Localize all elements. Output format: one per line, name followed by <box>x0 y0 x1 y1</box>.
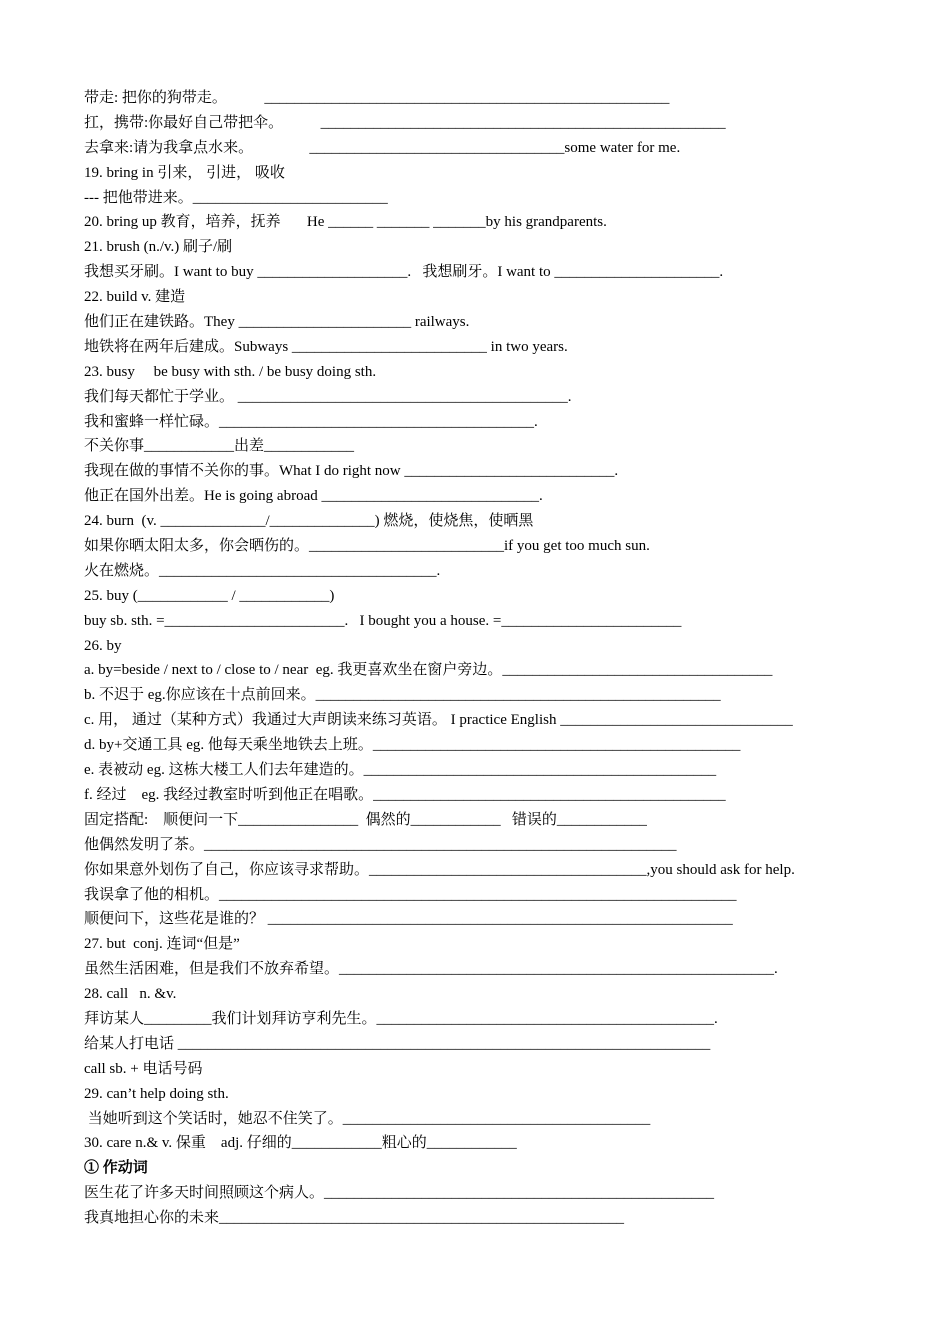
text-line: 医生花了许多天时间照顾这个病人。____________________________________________________ <box>84 1185 715 1202</box>
text-line: 我们每天都忙于学业。 ____________________________________________. <box>84 388 572 405</box>
text-line: 拜访某人_________我们计划拜访亨利先生。_____________________________________________. <box>84 1010 718 1027</box>
text-line: b. 不迟于 eg.你应该在十点前回来。______________________________________________________ <box>84 687 721 704</box>
text-line: 他正在国外出差。He is going abroad _____________________________. <box>84 488 543 505</box>
text-line: 扛，携带:你最好自己带把伞。 ______________________________________________________ <box>84 114 726 131</box>
text-line: e. 表被动 eg. 这栋大楼工人们去年建造的。_______________________________________________ <box>84 762 717 779</box>
item-heading: 21. brush (n./v.) 刷子/刷 <box>84 239 233 256</box>
text-line: 我真地担心你的未来______________________________________________________ <box>84 1210 625 1227</box>
text-line: 他偶然发明了茶。_______________________________________________________________ <box>84 836 677 853</box>
text-line: a. by=beside / next to / close to / near eg. 我更喜欢坐在窗户旁边。____________________________________ <box>84 662 773 679</box>
text-line: f. 经过 eg. 我经过教室时听到他正在唱歌。_______________________________________________ <box>84 786 726 803</box>
text-line: 虽然生活困难，但是我们不放弃希望。__________________________________________________________. <box>84 961 778 978</box>
text-line: 顺便问下，这些花是谁的？ ______________________________________________________________ <box>84 911 733 928</box>
item-heading: 23. busy be busy with sth. / be busy doing sth. <box>84 363 377 380</box>
text-line: c. 用， 通过（某种方式）我通过大声朗读来练习英语。 I practice English _______________________________ <box>84 712 793 729</box>
text-line: 固定搭配: 顺便问一下________________ 偶然的____________ 错误的____________ <box>84 811 647 828</box>
subheading: ① 作动词 <box>84 1160 148 1177</box>
text-line: 他们正在建铁路。They _______________________ railways. <box>84 314 470 331</box>
text-line: 去拿来:请为我拿点水来。 __________________________________some water for me. <box>84 139 681 156</box>
item-heading: 29. can’t help doing sth. <box>84 1085 229 1102</box>
text-line: 如果你晒太阳太多，你会晒伤的。__________________________if you get too much sun. <box>84 538 650 555</box>
item-heading: 26. by <box>84 637 122 654</box>
text-line: 你如果意外划伤了自己，你应该寻求帮助。_____________________________________,you should ask for help. <box>84 861 795 878</box>
item-heading: 25. buy (____________ / ____________) <box>84 587 335 604</box>
text-line: 当她听到这个笑话时，她忍不住笑了。_________________________________________ <box>84 1110 651 1127</box>
text-line: 地铁将在两年后建成。Subways __________________________ in two years. <box>84 338 568 355</box>
item-heading: 30. care n.& v. 保重 adj. 仔细的____________粗心的____________ <box>84 1135 517 1152</box>
text-line: d. by+交通工具 eg. 他每天乘坐地铁去上班。_________________________________________________ <box>84 737 741 754</box>
text-line: 火在燃烧。_____________________________________. <box>84 562 441 579</box>
worksheet-page <box>84 86 884 1231</box>
item-heading: 19. bring in 引来， 引进， 吸收 <box>84 164 285 181</box>
text-line: 带走: 把你的狗带走。 ______________________________________________________ <box>84 90 670 106</box>
text-line: 我误拿了他的相机。_____________________________________________________________________ <box>84 886 737 903</box>
text-line: buy sb. sth. =________________________. I bought you a house. =________________________ <box>84 612 682 629</box>
item-heading: 20. bring up 教育，培养，抚养 He ______ _______ _______by his grandparents. <box>84 214 607 231</box>
text-line: 我想买牙刷。I want to buy ____________________. 我想刷牙。I want to ______________________. <box>84 264 724 281</box>
text-line: call sb. + 电话号码 <box>84 1060 203 1077</box>
item-heading: 27. but conj. 连词“但是” <box>84 936 240 953</box>
item-heading: 24. burn (v. ______________/______________) 燃烧，使烧焦，使晒黑 <box>84 513 534 530</box>
text-line: 给某人打电话 _______________________________________________________________________ <box>84 1035 711 1052</box>
text-line: --- 把他带进来。__________________________ <box>84 189 388 206</box>
text-line: 不关你事____________出差____________ <box>84 438 355 455</box>
text-line: 我现在做的事情不关你的事。What I do right now ____________________________. <box>84 463 619 480</box>
item-heading: 28. call n. &v. <box>84 986 177 1003</box>
item-heading: 22. build v. 建造 <box>84 289 186 306</box>
text-line: 我和蜜蜂一样忙碌。__________________________________________. <box>84 413 538 430</box>
